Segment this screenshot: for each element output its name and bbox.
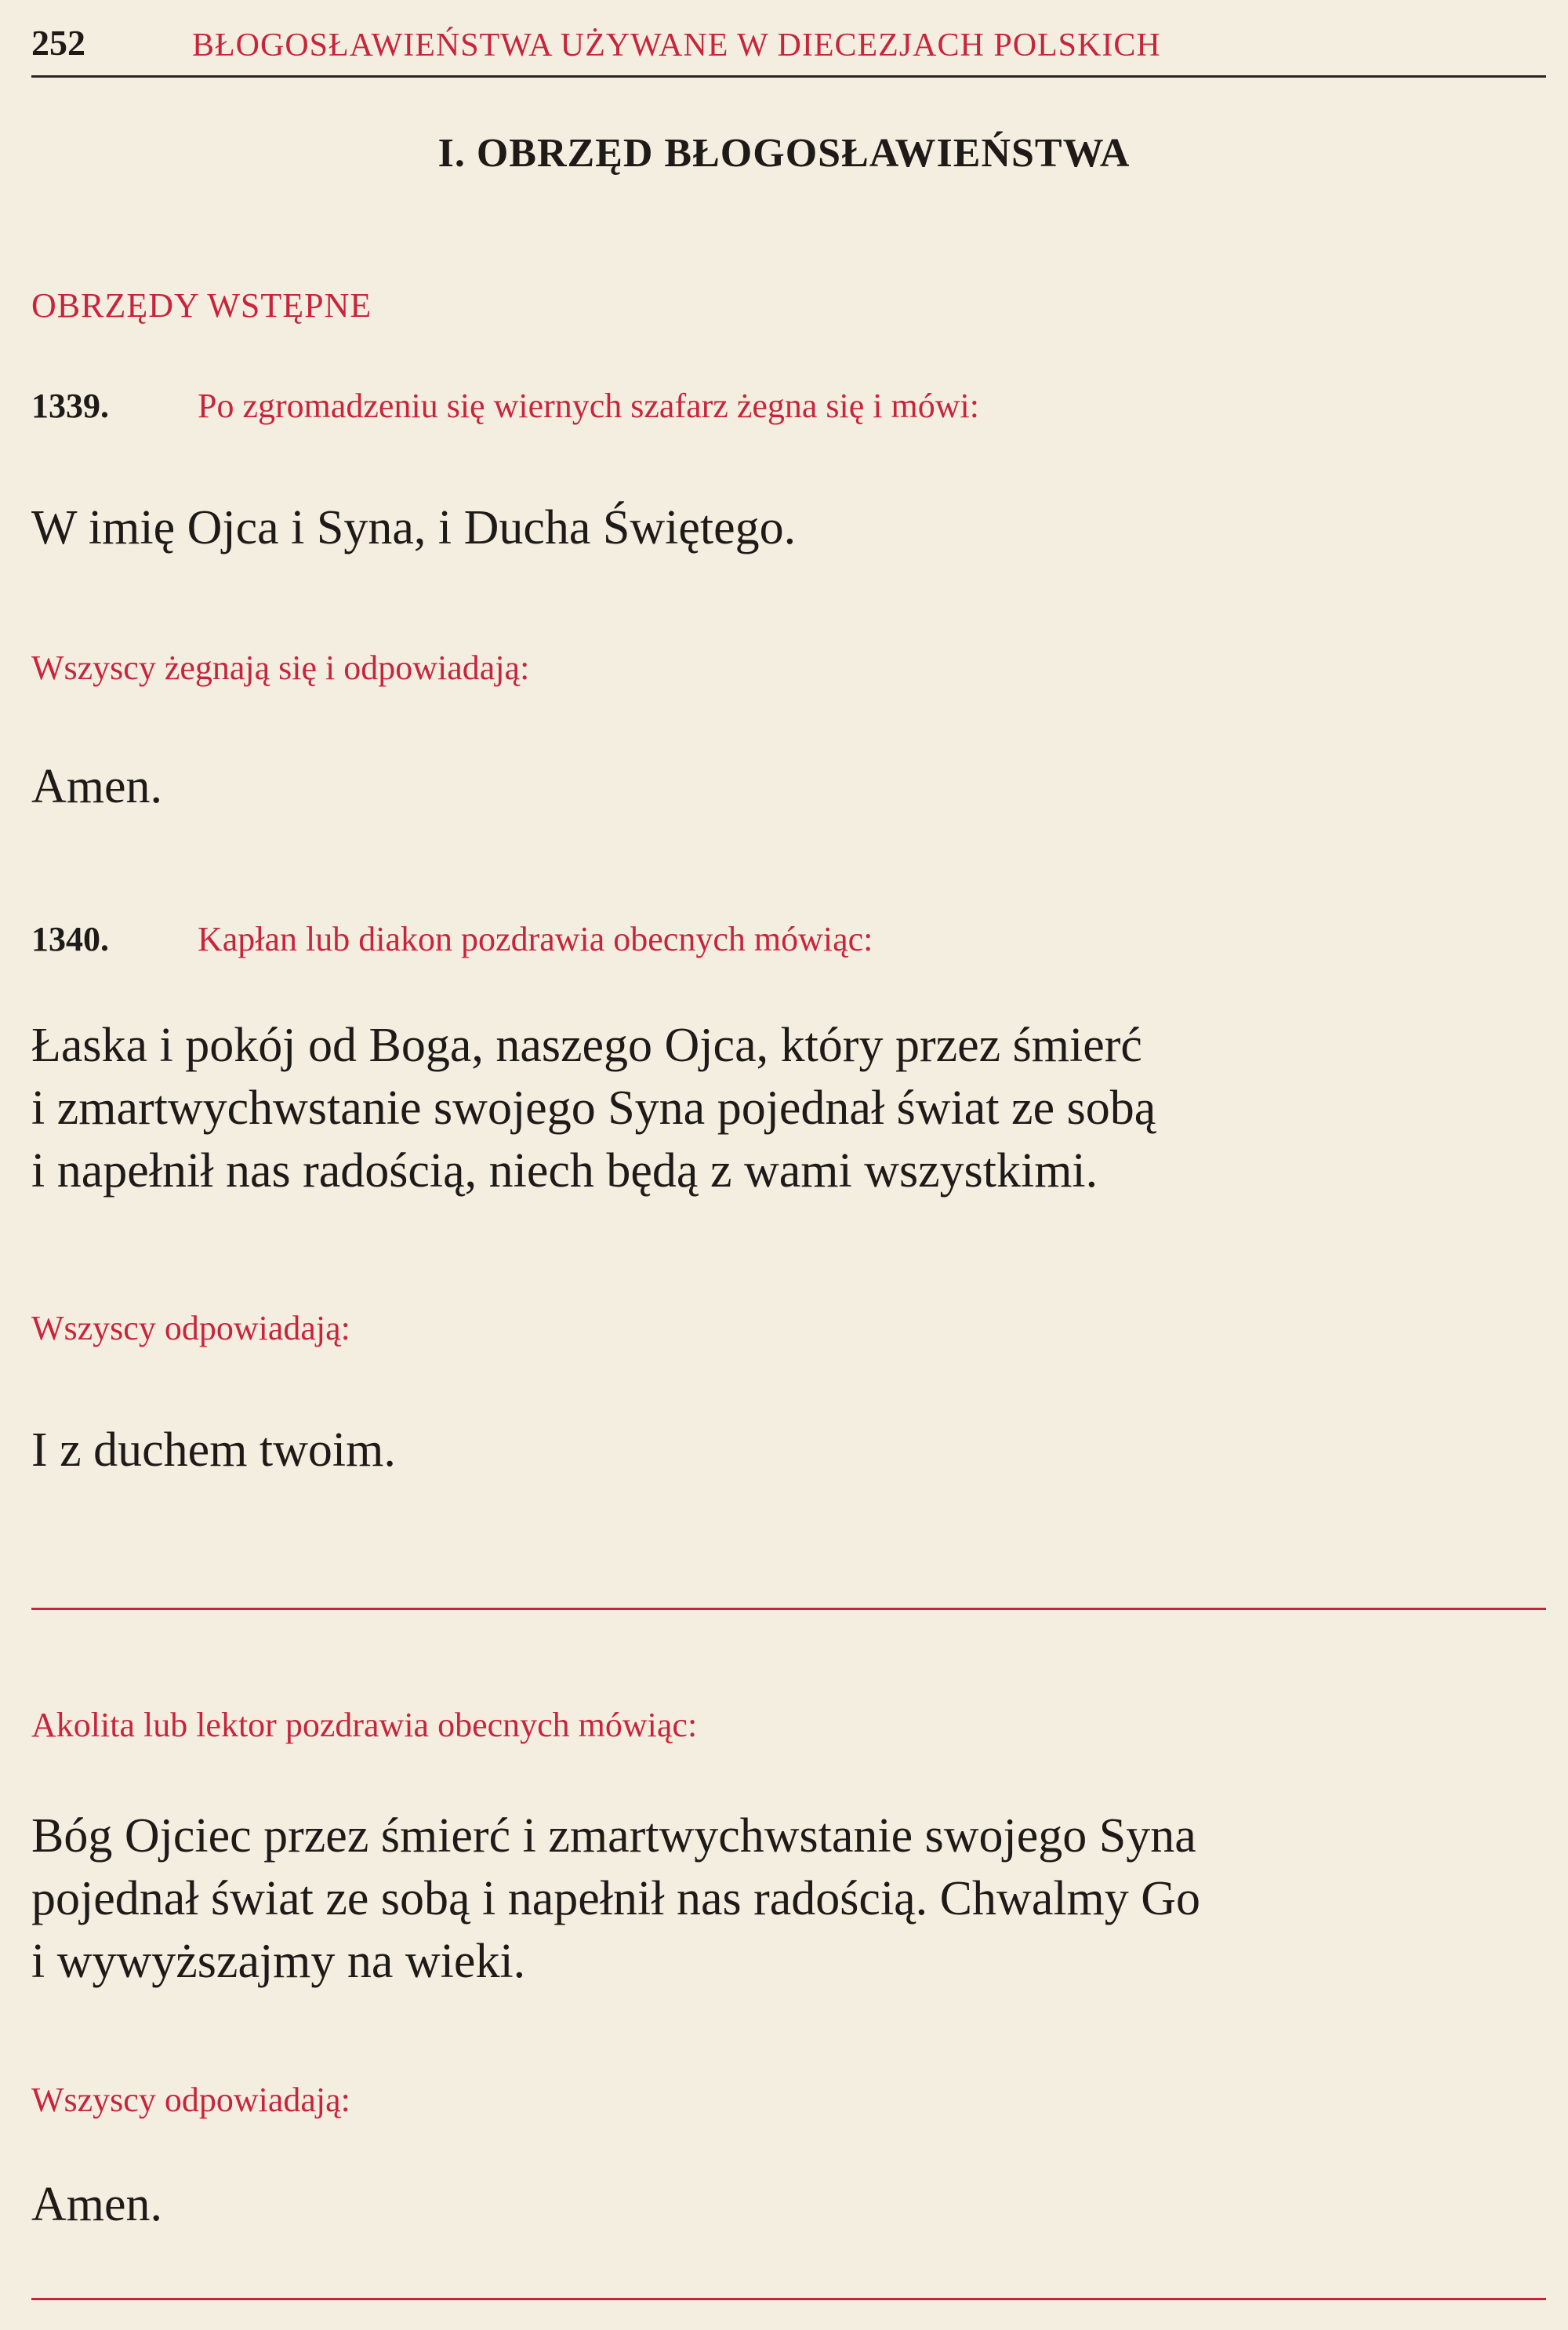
greeting-line-3: i napełnił nas radością, niech będą z wami wszystkimi. (31, 1144, 1098, 1198)
section-divider-1 (31, 1608, 1546, 1610)
section-divider-2 (31, 2298, 1546, 2300)
running-head: BŁOGOSŁAWIEŃSTWA UŻYWANE W DIECEZJACH POLSKICH (192, 27, 1161, 64)
paragraph-number-1340: 1340. (31, 920, 109, 958)
page-number: 252 (31, 23, 85, 63)
response-rubric-2: Wszyscy odpowiadają: (31, 1309, 350, 1347)
header-rule (31, 75, 1546, 78)
response-rubric-1: Wszyscy żegnają się i odpowiadają: (31, 649, 530, 687)
greeting-line-1: Łaska i pokój od Boga, naszego Ojca, który przez śmierć (31, 1019, 1142, 1072)
acolyte-greeting-line-1: Bóg Ojciec przez śmierć i zmartwychwstanie swojego Syna (31, 1809, 1196, 1863)
response-text-2: I z duchem twoim. (31, 1423, 396, 1477)
page-header (31, 17, 1544, 72)
rubric-1339: Po zgromadzeniu się wiernych szafarz żegna się i mówi: (198, 387, 979, 425)
response-text-1: Amen. (31, 760, 163, 813)
rubric-1340: Kapłan lub diakon pozdrawia obecnych mówiąc: (198, 920, 873, 958)
response-rubric-3: Wszyscy odpowiadają: (31, 2081, 350, 2119)
greeting-line-2: i zmartwychwstanie swojego Syna pojednał świat ze sobą (31, 1081, 1156, 1135)
invocation-text: W imię Ojca i Syna, i Ducha Świętego. (31, 501, 797, 554)
acolyte-greeting-line-2: pojednał świat ze sobą i napełnił nas radością. Chwalmy Go (31, 1872, 1201, 1925)
acolyte-greeting-line-3: i wywyższajmy na wieki. (31, 1935, 526, 1988)
response-text-3: Amen. (31, 2178, 163, 2231)
section-heading: OBRZĘDY WSTĘPNE (31, 286, 372, 325)
rite-title: I. OBRZĘD BŁOGOSŁAWIEŃSTWA (437, 131, 1131, 176)
acolyte-rubric: Akolita lub lektor pozdrawia obecnych mówiąc: (31, 1706, 698, 1744)
paragraph-number-1339: 1339. (31, 387, 109, 425)
